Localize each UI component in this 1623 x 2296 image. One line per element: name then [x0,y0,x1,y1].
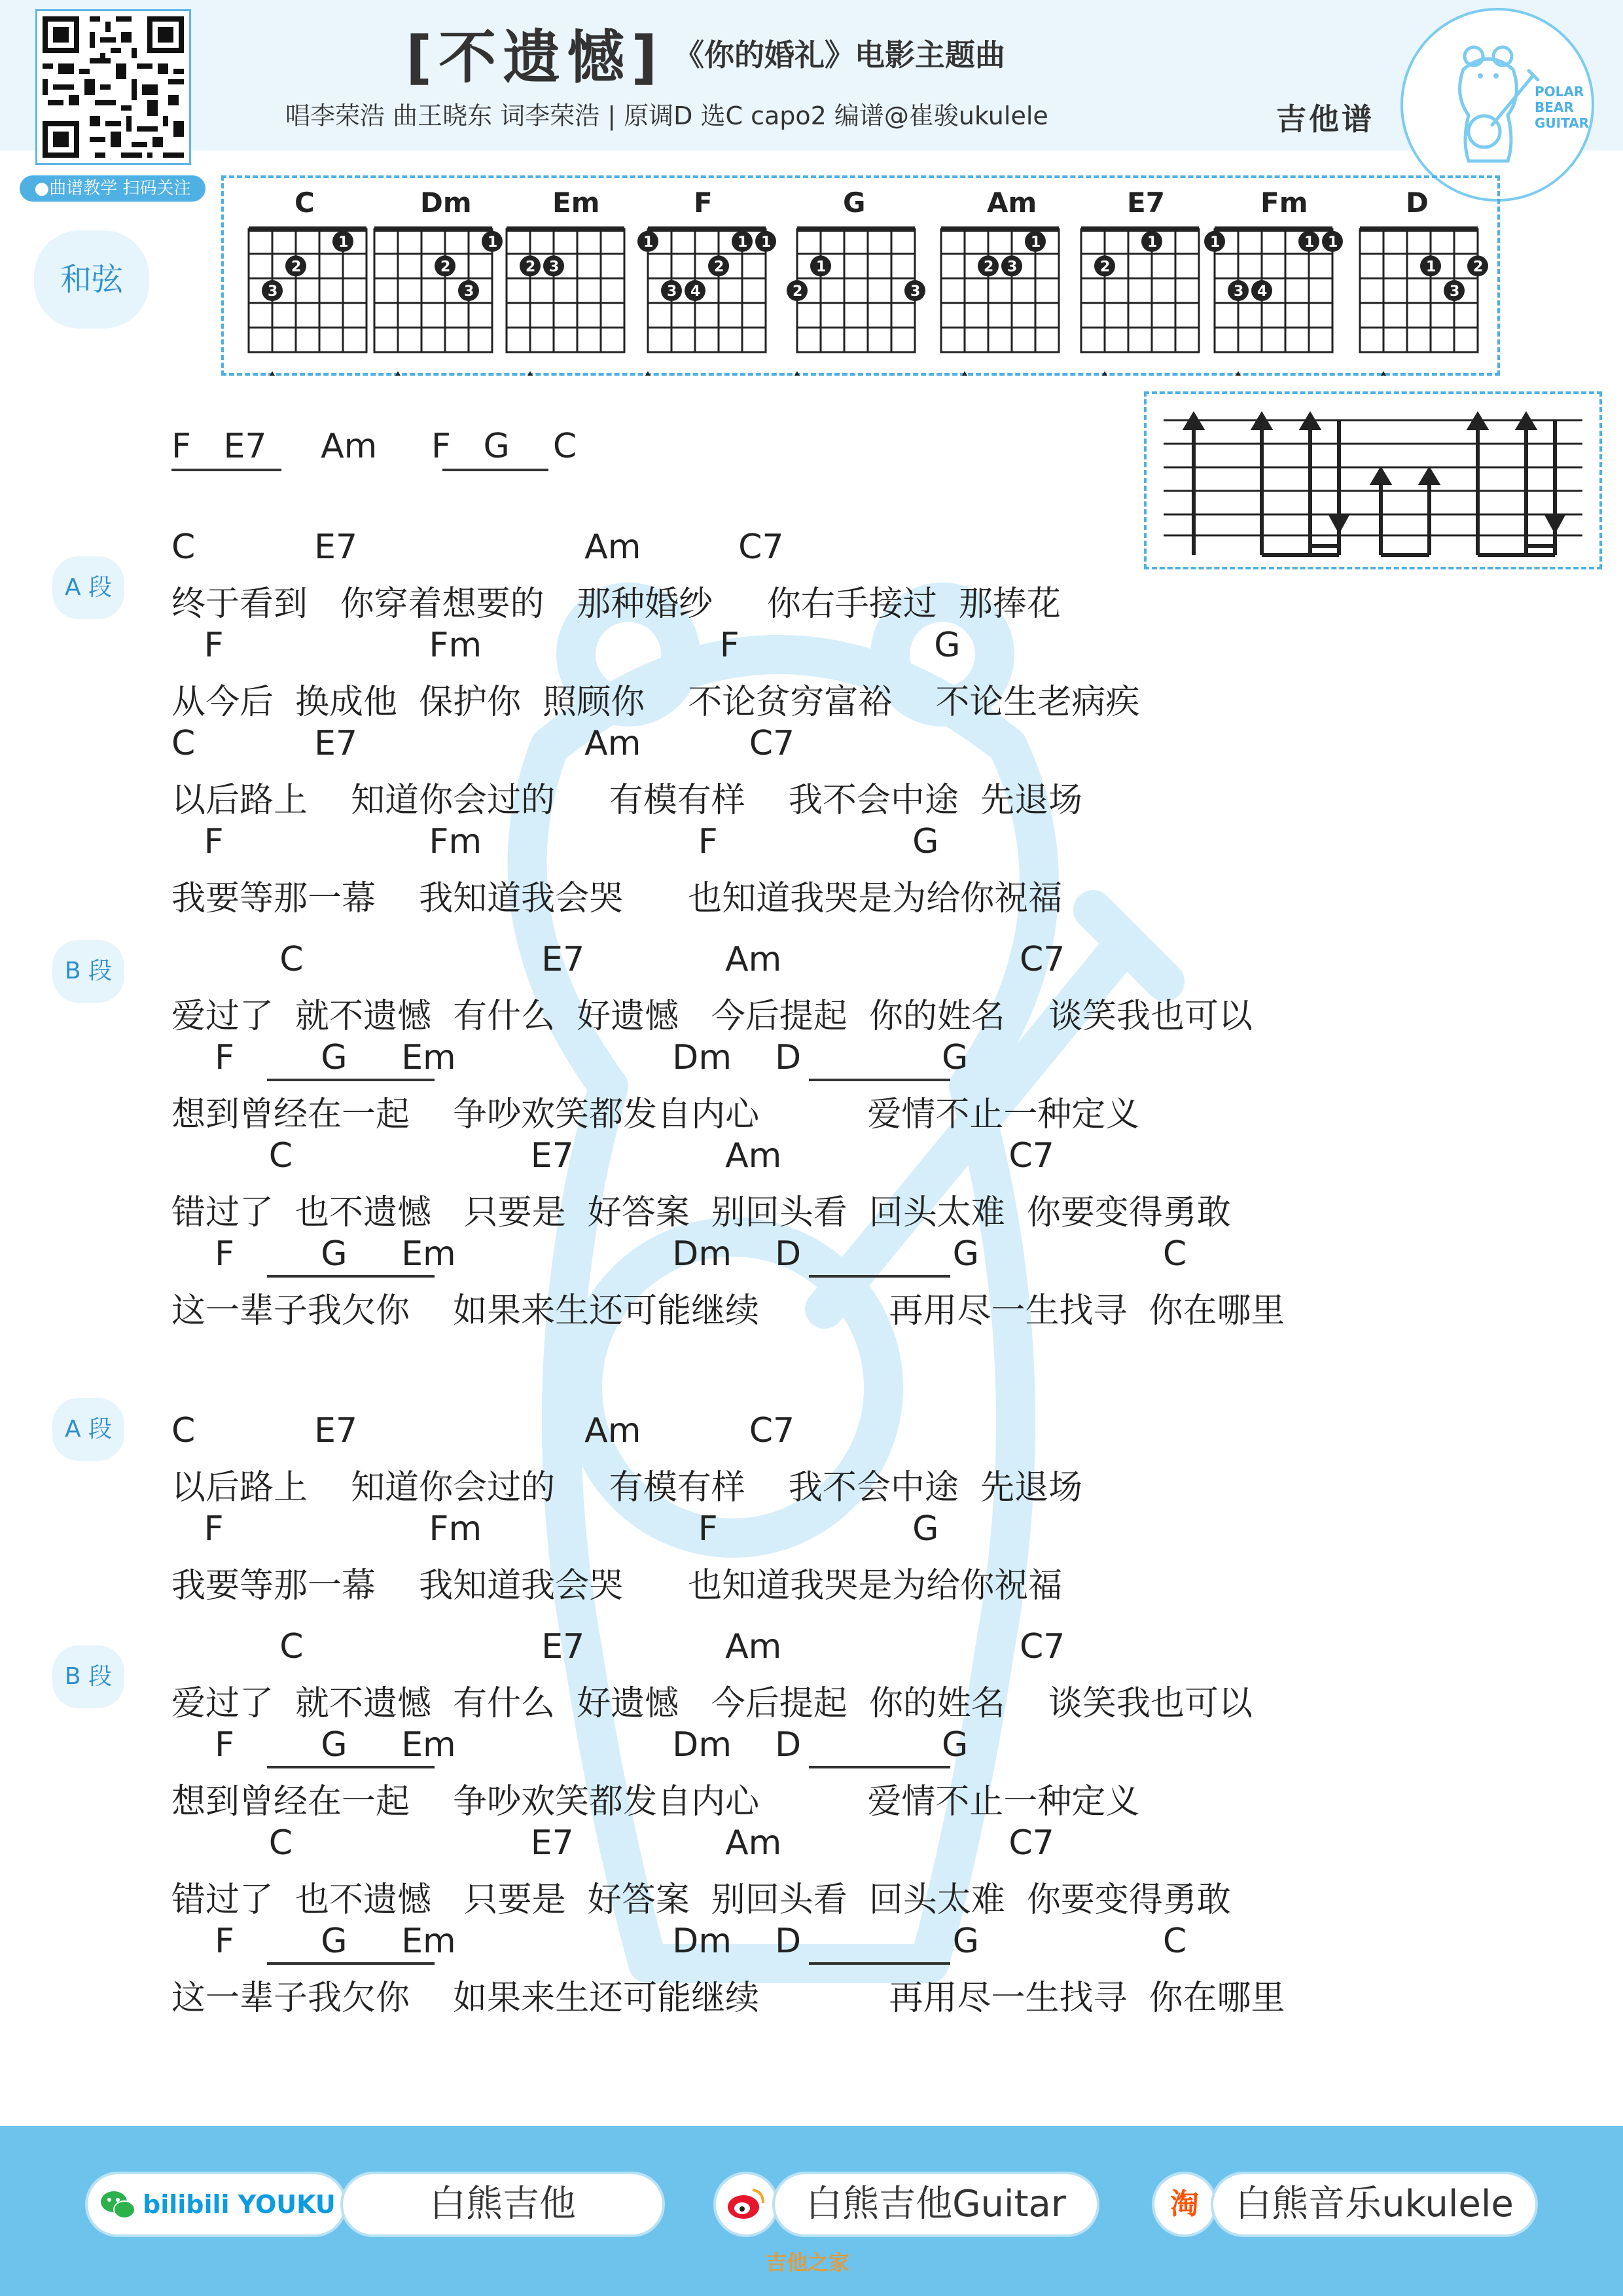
chord-diagram-name: C [294,187,315,219]
weibo-badge[interactable] [713,2172,779,2237]
chord-diagram-name: G [843,187,866,219]
chord-group-underline [267,1766,435,1768]
chord-line: F G Em Dm D G [171,1038,969,1077]
chord-group-underline [809,1275,950,1278]
chord-diagram-name: F [694,187,713,219]
chord-group-underline [267,1079,435,1081]
svg-text:1: 1 [1304,234,1315,251]
qr-caption: ●曲谱教学 扫码关注 [20,175,205,202]
svg-text:4: 4 [690,283,701,300]
svg-text:3: 3 [268,283,278,300]
chord-line: C E7 Am C7 [171,1411,795,1450]
lyric-line: 以后路上 知道你会过的 有模有样 我不会中途 先退场 [171,781,1082,820]
svg-text:2: 2 [1473,259,1484,276]
lyric-line: 想到曾经在一起 争吵欢笑都发自内心 爱情不止一种定义 [171,1782,1140,1821]
svg-text:3: 3 [667,283,677,300]
svg-text:2: 2 [440,259,451,276]
lyric-line: 终于看到 你穿着想要的 那种婚纱 你右手接过 那捧花 [171,584,1061,624]
svg-text:1: 1 [738,234,748,251]
qr-code-icon [37,11,189,163]
svg-text:3: 3 [910,283,921,300]
svg-text:2: 2 [793,283,803,300]
strum-pattern-diagram [1144,391,1602,569]
chord-group-underline [809,1079,950,1081]
chord-diagram-name: Em [552,187,600,219]
wechat-icon [98,2185,137,2224]
svg-text:2: 2 [1100,259,1111,276]
lyric-line: 以后路上 知道你会过的 有模有样 我不会中途 先退场 [171,1468,1082,1507]
lyric-line: 错过了 也不遗憾 只要是 好答案 别回头看 回头太难 你要变得勇敢 [171,1880,1231,1920]
chord-group-underline [267,1275,435,1278]
svg-text:1: 1 [643,234,654,251]
svg-text:1: 1 [488,234,498,251]
chord-line: F G Em Dm D G [171,1725,969,1765]
strum-arrows [1186,415,1563,555]
lyric-line: 爱过了 就不遗憾 有什么 好遗憾 今后提起 你的姓名 谈笑我也可以 [171,997,1253,1036]
taobao-badge[interactable] [1152,2172,1217,2237]
svg-text:1: 1 [1426,259,1436,276]
chord-line: C E7 Am C7 [171,940,1065,979]
logo-text: POLAR BEAR GUITAR [1535,84,1590,131]
chord-line: F Fm F G [171,822,939,861]
chord-line: C E7 Am C7 [171,724,795,763]
lyric-line: 错过了 也不遗憾 只要是 好答案 别回头看 回头太难 你要变得勇敢 [171,1193,1231,1232]
chord-diagram-name: Fm [1260,187,1308,219]
song-subtitle: 《你的婚礼》电影主题曲 [674,37,1005,73]
platform-names: bilibili YOUKU [143,2190,336,2219]
chord-diagrams [221,175,1500,376]
svg-text:1: 1 [1210,234,1221,251]
lyric-line: 我要等那一幕 我知道我会哭 也知道我哭是为给你祝福 [171,879,1063,918]
svg-text:2: 2 [291,259,302,276]
account-baixiong-music-ukulele[interactable]: 白熊音乐ukulele [1211,2172,1538,2237]
svg-text:1: 1 [1328,234,1338,251]
svg-text:3: 3 [1007,259,1018,276]
chord-group-underline [809,1766,950,1768]
intro-chords: F E7 Am F G C [171,427,577,466]
svg-text:3: 3 [549,259,560,276]
section-tag: B 段 [52,940,124,1003]
lyric-line: 这一辈子我欠你 如果来生还可能继续 再用尽一生找寻 你在哪里 [171,1979,1285,2018]
section-tag: A 段 [52,556,124,619]
weibo-icon [725,2186,767,2223]
svg-text:4: 4 [1257,283,1268,300]
section-tag: A 段 [52,1398,124,1461]
lyric-line: 这一辈子我欠你 如果来生还可能继续 再用尽一生找寻 你在哪里 [171,1291,1285,1331]
chord-line: F G Em Dm D G C [171,1234,1187,1274]
chord-line: C E7 Am C7 [171,1136,1054,1175]
song-credits: 唱李荣浩 曲王晓东 词李荣浩 | 原调D 选C capo2 编谱@崔骏ukulele [285,101,1048,130]
svg-text:2: 2 [526,259,536,276]
svg-text:1: 1 [761,234,772,251]
svg-text:2: 2 [984,259,994,276]
chord-diagram-name: Dm [420,187,472,219]
chord-grid [507,229,624,352]
chord-line: C E7 Am C7 [171,1627,1065,1666]
song-title: [不遗憾] [406,24,664,91]
video-platforms-badge[interactable] [85,2172,347,2237]
lyric-line: 爱过了 就不遗憾 有什么 好遗憾 今后提起 你的姓名 谈笑我也可以 [171,1684,1253,1723]
svg-text:1: 1 [1031,234,1041,251]
chord-line: F G Em Dm D G C [171,1922,1187,1961]
lyric-line: 想到曾经在一起 争吵欢笑都发自内心 爱情不止一种定义 [171,1095,1140,1134]
chord-group-underline [267,1962,435,1965]
svg-text:3: 3 [1234,283,1244,300]
chord-line: F Fm F G [171,1509,939,1549]
svg-text:2: 2 [714,259,724,276]
sheet-type-label: 吉他谱 [1276,101,1374,137]
lyric-line: 我要等那一幕 我知道我会哭 也知道我哭是为给你祝福 [171,1566,1063,1605]
chord-grid [1081,229,1199,352]
qr-code[interactable] [35,9,191,165]
site-watermark: 吉他之家 [766,2250,850,2275]
account-baixiong-guitar-weibo[interactable]: 白熊吉他Guitar [772,2172,1099,2237]
svg-text:3: 3 [1450,283,1460,300]
svg-text:1: 1 [816,259,827,276]
strum-beams [1262,522,1555,555]
chord-line: C E7 Am C7 [171,528,784,567]
account-baixiong-guitar[interactable]: 白熊吉他 [340,2172,665,2237]
chord-diagram-name: E7 [1127,187,1165,219]
svg-text:3: 3 [464,283,474,300]
chord-group-underline [809,1962,950,1965]
taobao-icon: 淘 [1170,2187,1199,2221]
section-tag: B 段 [52,1645,124,1708]
intro-underline-1 [171,469,281,471]
chord-line: C E7 Am C7 [171,1823,1054,1863]
chord-diagram-name: Am [987,187,1037,219]
chord-section-tag: 和弦 [34,230,149,329]
intro-underline-2 [442,469,548,471]
svg-text:1: 1 [338,234,349,251]
chord-diagram-name: D [1406,187,1429,219]
svg-text:1: 1 [1147,234,1158,251]
lyric-line: 从今后 换成他 保护你 照顾你 不论贫穷富裕 不论生老病疾 [171,683,1140,722]
chord-grid [797,229,915,352]
chord-line: F Fm F G [171,626,961,665]
